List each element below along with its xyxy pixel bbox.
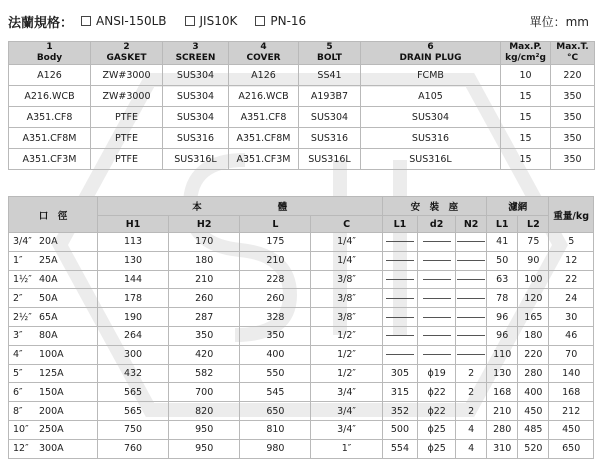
dimension-cell-n2 xyxy=(456,345,487,364)
sub-header: L xyxy=(240,216,311,233)
dimension-cell-s1: 50 xyxy=(487,251,518,270)
dimension-row xyxy=(9,345,594,364)
empty-dash xyxy=(423,279,451,280)
material-cell: 15 xyxy=(501,107,551,128)
flange-spec-header xyxy=(8,10,595,32)
option-ansi[interactable] xyxy=(81,14,167,28)
material-row xyxy=(9,86,595,107)
dimension-cell-h1: 565 xyxy=(97,402,168,421)
option-pn[interactable] xyxy=(255,14,306,28)
dimension-cell-s2: 520 xyxy=(518,439,549,458)
dimension-cell-s1: 78 xyxy=(487,289,518,308)
dimension-cell-l: 550 xyxy=(240,364,311,383)
dimension-cell-c: 1/4″ xyxy=(311,233,382,252)
dimension-cell-l1 xyxy=(382,289,418,308)
dimension-cell-d2: ϕ25 xyxy=(418,439,456,458)
dimension-cell-h1: 113 xyxy=(97,233,168,252)
empty-dash xyxy=(386,317,414,318)
unit-label: 單位：mm xyxy=(529,14,589,29)
empty-dash xyxy=(423,241,451,242)
option-label: ANSI-150LB xyxy=(96,14,167,28)
size-dn: 25A xyxy=(39,255,58,267)
material-cell: 350 xyxy=(551,128,595,149)
material-cell: FCMB xyxy=(361,65,501,86)
dimension-row xyxy=(9,383,594,402)
empty-dash xyxy=(423,354,451,355)
material-cell: SUS316L xyxy=(163,149,229,170)
dimension-cell-l: 175 xyxy=(240,233,311,252)
install-header: 安 裝 座 xyxy=(382,197,487,216)
empty-dash xyxy=(423,260,451,261)
dimension-cell-c: 3/4″ xyxy=(311,383,382,402)
dimension-cell-s2: 180 xyxy=(518,326,549,345)
size-dn: 300A xyxy=(39,443,64,455)
dimension-cell-n2: 2 xyxy=(456,402,487,421)
sub-header: L2 xyxy=(518,216,549,233)
column-header: 5 BOLT xyxy=(299,42,361,65)
material-cell: SUS304 xyxy=(299,107,361,128)
column-header: 3 SCREEN xyxy=(163,42,229,65)
dimension-cell-d2 xyxy=(418,326,456,345)
material-cell: A351.CF3M xyxy=(9,149,91,170)
material-cell: PTFE xyxy=(91,128,163,149)
dimension-cell-c: 1/2″ xyxy=(311,345,382,364)
dimension-cell-n2 xyxy=(456,308,487,327)
size-dn: 250A xyxy=(39,424,64,436)
dimension-group-header-row xyxy=(9,197,594,216)
empty-dash xyxy=(457,335,485,336)
dimension-cell-l: 228 xyxy=(240,270,311,289)
dimension-cell-h2: 170 xyxy=(169,233,240,252)
dimension-cell-h2: 950 xyxy=(169,439,240,458)
dimension-cell-l1: 305 xyxy=(382,364,418,383)
empty-dash xyxy=(457,279,485,280)
material-table xyxy=(8,41,595,170)
dimension-row xyxy=(9,364,594,383)
material-cell: 15 xyxy=(501,149,551,170)
dimension-cell-s2: 165 xyxy=(518,308,549,327)
dimension-cell-l1: 315 xyxy=(382,383,418,402)
size-inch: 3/4″ xyxy=(13,236,32,248)
dimension-cell-n2 xyxy=(456,289,487,308)
dimension-cell-n2 xyxy=(456,251,487,270)
material-cell: SUS316 xyxy=(299,128,361,149)
dimension-cell-w: 22 xyxy=(549,270,594,289)
dimension-cell-h1: 264 xyxy=(97,326,168,345)
size-header: 口 徑 xyxy=(9,197,98,233)
sub-header: H2 xyxy=(169,216,240,233)
material-cell: A193B7 xyxy=(299,86,361,107)
material-cell: SS41 xyxy=(299,65,361,86)
dimension-cell-n2 xyxy=(456,233,487,252)
dimension-cell-s2: 75 xyxy=(518,233,549,252)
material-cell: ZW#3000 xyxy=(91,86,163,107)
dimension-cell-n2 xyxy=(456,270,487,289)
dimension-cell-h2: 260 xyxy=(169,289,240,308)
dimension-row xyxy=(9,289,594,308)
material-cell: A351.CF8 xyxy=(229,107,299,128)
dimension-cell-l: 545 xyxy=(240,383,311,402)
option-label: PN-16 xyxy=(270,14,307,28)
sub-header: L1 xyxy=(382,216,418,233)
material-header-row xyxy=(9,42,595,65)
dimension-cell-s2: 100 xyxy=(518,270,549,289)
dimension-cell-h2: 210 xyxy=(169,270,240,289)
dimension-cell-l: 328 xyxy=(240,308,311,327)
dimension-cell-l1 xyxy=(382,326,418,345)
dimension-cell-c: 3/4″ xyxy=(311,402,382,421)
dimension-cell-s2: 450 xyxy=(518,402,549,421)
dimension-cell-d2: ϕ25 xyxy=(418,420,456,439)
empty-dash xyxy=(457,317,485,318)
dimension-cell-h2: 420 xyxy=(169,345,240,364)
size-dn: 80A xyxy=(39,330,58,342)
material-cell: 350 xyxy=(551,86,595,107)
dimension-cell-w: 140 xyxy=(549,364,594,383)
material-cell: 220 xyxy=(551,65,595,86)
dimension-cell-h2: 820 xyxy=(169,402,240,421)
dimension-cell-w: 212 xyxy=(549,402,594,421)
size-cell xyxy=(9,364,98,383)
dimension-row xyxy=(9,326,594,345)
dimension-cell-s2: 400 xyxy=(518,383,549,402)
empty-dash xyxy=(386,335,414,336)
size-inch: 1½″ xyxy=(13,273,32,285)
size-cell xyxy=(9,383,98,402)
dimension-cell-s1: 130 xyxy=(487,364,518,383)
dimension-cell-s1: 41 xyxy=(487,233,518,252)
dimension-cell-l1: 500 xyxy=(382,420,418,439)
size-inch: 12″ xyxy=(13,443,29,455)
size-inch: 6″ xyxy=(13,386,23,398)
material-cell: SUS316L xyxy=(361,149,501,170)
empty-dash xyxy=(457,241,485,242)
dimension-cell-c: 3/4″ xyxy=(311,420,382,439)
column-header: Max.P. kg/cm²g xyxy=(501,42,551,65)
material-cell: SUS316 xyxy=(361,128,501,149)
material-cell: A126 xyxy=(9,65,91,86)
dimension-row xyxy=(9,233,594,252)
dimension-cell-c: 1″ xyxy=(311,439,382,458)
material-row xyxy=(9,149,595,170)
dimension-cell-c: 3/8″ xyxy=(311,308,382,327)
checkbox-icon[interactable] xyxy=(185,16,195,26)
dimension-cell-h1: 565 xyxy=(97,383,168,402)
material-cell: A351.CF8 xyxy=(9,107,91,128)
dimension-cell-d2 xyxy=(418,270,456,289)
empty-dash xyxy=(457,298,485,299)
size-dn: 40A xyxy=(39,273,58,285)
size-inch: 1″ xyxy=(13,255,23,267)
size-cell xyxy=(9,251,98,270)
column-header: 1 Body xyxy=(9,42,91,65)
size-cell xyxy=(9,233,98,252)
size-cell xyxy=(9,345,98,364)
dimension-row xyxy=(9,270,594,289)
dimension-cell-d2: ϕ22 xyxy=(418,383,456,402)
dimension-cell-l: 210 xyxy=(240,251,311,270)
material-cell: 15 xyxy=(501,86,551,107)
empty-dash xyxy=(457,260,485,261)
material-cell: PTFE xyxy=(91,107,163,128)
dimension-cell-h1: 190 xyxy=(97,308,168,327)
dimension-cell-c: 3/8″ xyxy=(311,289,382,308)
size-inch: 4″ xyxy=(13,349,23,361)
dimension-cell-d2: ϕ19 xyxy=(418,364,456,383)
dimension-cell-w: 30 xyxy=(549,308,594,327)
material-cell: ZW#3000 xyxy=(91,65,163,86)
dimension-cell-l1 xyxy=(382,251,418,270)
material-cell: SUS316 xyxy=(163,128,229,149)
material-cell: SUS316L xyxy=(299,149,361,170)
empty-dash xyxy=(457,354,485,355)
dimension-cell-s1: 96 xyxy=(487,326,518,345)
dimension-cell-l: 350 xyxy=(240,326,311,345)
dimension-cell-l1 xyxy=(382,233,418,252)
size-dn: 65A xyxy=(39,311,58,323)
empty-dash xyxy=(386,260,414,261)
size-dn: 150A xyxy=(39,386,64,398)
column-header: Max.T. °C xyxy=(551,42,595,65)
dimension-cell-h1: 130 xyxy=(97,251,168,270)
material-cell: 15 xyxy=(501,128,551,149)
dimension-cell-w: 5 xyxy=(549,233,594,252)
dimension-cell-h2: 350 xyxy=(169,326,240,345)
material-cell: A216.WCB xyxy=(9,86,91,107)
column-header: 4 COVER xyxy=(229,42,299,65)
dimension-cell-d2 xyxy=(418,251,456,270)
empty-dash xyxy=(386,298,414,299)
material-cell: 350 xyxy=(551,149,595,170)
dimension-cell-l1 xyxy=(382,345,418,364)
dimension-row xyxy=(9,420,594,439)
dimension-cell-s2: 90 xyxy=(518,251,549,270)
dimension-cell-n2: 4 xyxy=(456,439,487,458)
size-dn: 20A xyxy=(39,236,58,248)
dimension-cell-h1: 178 xyxy=(97,289,168,308)
dimension-cell-n2: 4 xyxy=(456,420,487,439)
dimension-cell-h2: 950 xyxy=(169,420,240,439)
dimension-table xyxy=(8,196,594,459)
material-cell: PTFE xyxy=(91,149,163,170)
dimension-cell-d2 xyxy=(418,308,456,327)
material-row xyxy=(9,128,595,149)
dimension-cell-l: 980 xyxy=(240,439,311,458)
size-cell xyxy=(9,270,98,289)
material-cell: SUS304 xyxy=(163,65,229,86)
size-cell xyxy=(9,439,98,458)
dimension-cell-l1 xyxy=(382,270,418,289)
material-row xyxy=(9,107,595,128)
dimension-row xyxy=(9,308,594,327)
checkbox-icon[interactable] xyxy=(255,16,265,26)
dimension-cell-s2: 485 xyxy=(518,420,549,439)
column-header: 6 DRAIN PLUG xyxy=(361,42,501,65)
dimension-cell-h1: 144 xyxy=(97,270,168,289)
dimension-cell-n2: 2 xyxy=(456,383,487,402)
column-header: 2 GASKET xyxy=(91,42,163,65)
dimension-cell-s2: 220 xyxy=(518,345,549,364)
dimension-cell-l: 650 xyxy=(240,402,311,421)
dimension-cell-l: 260 xyxy=(240,289,311,308)
dimension-cell-d2: ϕ22 xyxy=(418,402,456,421)
size-inch: 5″ xyxy=(13,367,23,379)
dimension-cell-w: 70 xyxy=(549,345,594,364)
sub-header: L1 xyxy=(487,216,518,233)
dimension-cell-l1: 554 xyxy=(382,439,418,458)
dimension-row xyxy=(9,402,594,421)
dimension-cell-s1: 168 xyxy=(487,383,518,402)
dimension-cell-s1: 210 xyxy=(487,402,518,421)
dimension-cell-h2: 582 xyxy=(169,364,240,383)
sub-header: C xyxy=(311,216,382,233)
dimension-cell-h2: 700 xyxy=(169,383,240,402)
screen-header: 濾網 xyxy=(487,197,549,216)
empty-dash xyxy=(423,335,451,336)
dimension-cell-c: 1/2″ xyxy=(311,326,382,345)
dimension-cell-l1: 352 xyxy=(382,402,418,421)
size-cell xyxy=(9,420,98,439)
size-cell xyxy=(9,289,98,308)
dimension-cell-l: 810 xyxy=(240,420,311,439)
sub-header: N2 xyxy=(456,216,487,233)
material-cell: SUS304 xyxy=(163,107,229,128)
dimension-cell-s1: 96 xyxy=(487,308,518,327)
size-inch: 3″ xyxy=(13,330,23,342)
size-dn: 50A xyxy=(39,292,58,304)
material-cell: A126 xyxy=(229,65,299,86)
dimension-cell-c: 1/2″ xyxy=(311,364,382,383)
empty-dash xyxy=(386,279,414,280)
empty-dash xyxy=(386,354,414,355)
size-inch: 2½″ xyxy=(13,311,32,323)
size-cell xyxy=(9,308,98,327)
dimension-cell-h2: 180 xyxy=(169,251,240,270)
empty-dash xyxy=(423,298,451,299)
dimension-cell-h1: 300 xyxy=(97,345,168,364)
dimension-cell-s2: 120 xyxy=(518,289,549,308)
material-cell: A216.WCB xyxy=(229,86,299,107)
dimension-cell-l: 400 xyxy=(240,345,311,364)
dimension-cell-c: 3/8″ xyxy=(311,270,382,289)
dimension-cell-s1: 280 xyxy=(487,420,518,439)
material-cell: SUS304 xyxy=(361,107,501,128)
dimension-cell-s2: 280 xyxy=(518,364,549,383)
material-cell: A351.CF8M xyxy=(9,128,91,149)
empty-dash xyxy=(386,241,414,242)
material-cell: A105 xyxy=(361,86,501,107)
dimension-cell-h1: 750 xyxy=(97,420,168,439)
material-row xyxy=(9,65,595,86)
size-inch: 10″ xyxy=(13,424,29,436)
sub-header: H1 xyxy=(97,216,168,233)
dimension-cell-s1: 310 xyxy=(487,439,518,458)
dimension-row xyxy=(9,439,594,458)
size-dn: 200A xyxy=(39,405,64,417)
dimension-cell-d2 xyxy=(418,345,456,364)
dimension-cell-d2 xyxy=(418,289,456,308)
dimension-cell-h1: 760 xyxy=(97,439,168,458)
size-cell xyxy=(9,326,98,345)
dimension-cell-w: 168 xyxy=(549,383,594,402)
dimension-cell-w: 650 xyxy=(549,439,594,458)
dimension-cell-d2 xyxy=(418,233,456,252)
dimension-cell-s1: 110 xyxy=(487,345,518,364)
option-label: JIS10K xyxy=(199,14,238,28)
size-inch: 2″ xyxy=(13,292,23,304)
material-cell: SUS304 xyxy=(163,86,229,107)
dimension-cell-w: 46 xyxy=(549,326,594,345)
dimension-cell-n2 xyxy=(456,326,487,345)
body-header: 本 體 xyxy=(97,197,382,216)
empty-dash xyxy=(423,317,451,318)
dimension-cell-n2: 2 xyxy=(456,364,487,383)
dimension-cell-c: 1/4″ xyxy=(311,251,382,270)
dimension-cell-w: 24 xyxy=(549,289,594,308)
size-inch: 8″ xyxy=(13,405,23,417)
flange-spec-title: 法蘭規格： xyxy=(8,15,74,31)
dimension-cell-s1: 63 xyxy=(487,270,518,289)
size-dn: 125A xyxy=(39,367,64,379)
size-dn: 100A xyxy=(39,349,64,361)
size-cell xyxy=(9,402,98,421)
checkbox-icon[interactable] xyxy=(81,16,91,26)
dimension-cell-l1 xyxy=(382,308,418,327)
material-cell: 10 xyxy=(501,65,551,86)
dimension-cell-w: 450 xyxy=(549,420,594,439)
dimension-cell-w: 12 xyxy=(549,251,594,270)
material-cell: 350 xyxy=(551,107,595,128)
material-cell: A351.CF3M xyxy=(229,149,299,170)
dimension-row xyxy=(9,251,594,270)
weight-header: 重量/kg xyxy=(549,197,594,233)
sub-header: d2 xyxy=(418,216,456,233)
material-cell: A351.CF8M xyxy=(229,128,299,149)
option-jis[interactable] xyxy=(185,14,238,28)
dimension-cell-h1: 432 xyxy=(97,364,168,383)
dimension-cell-h2: 287 xyxy=(169,308,240,327)
